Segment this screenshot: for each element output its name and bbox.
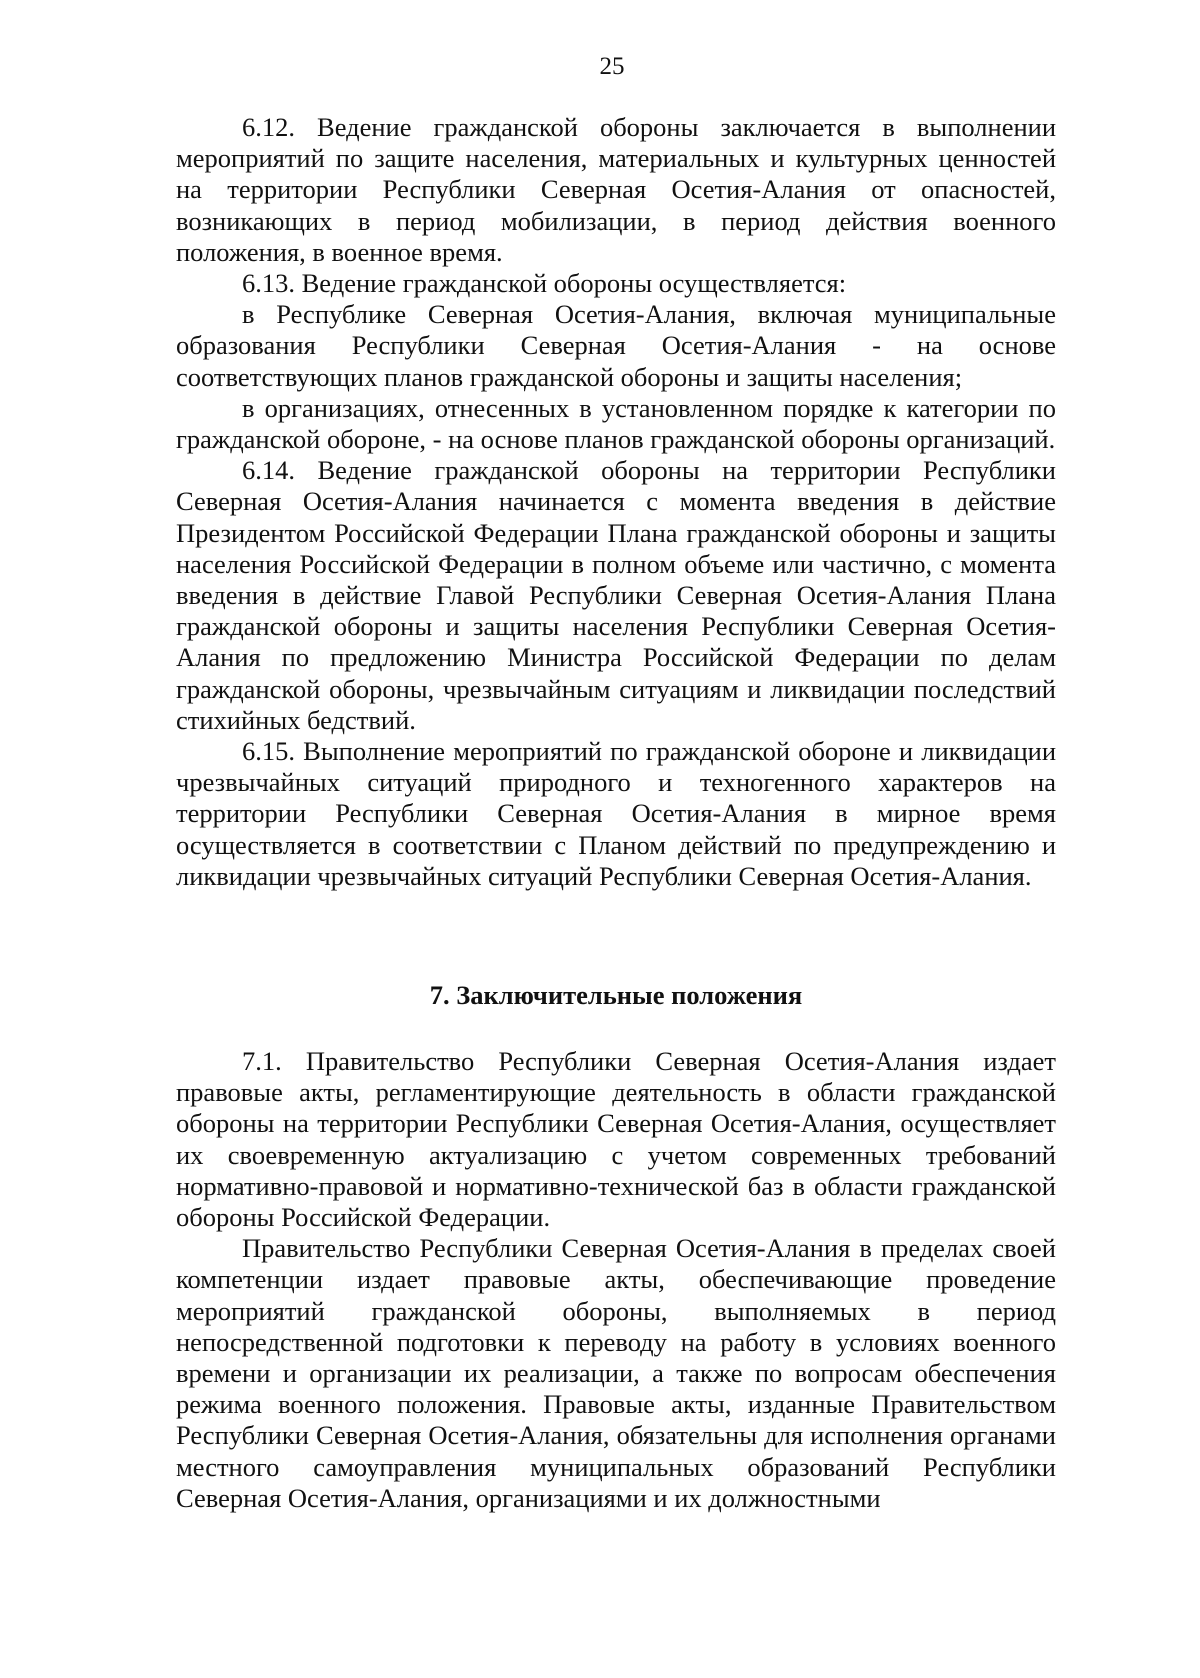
section-6-text (176, 112, 1056, 892)
page-number: 25 (599, 53, 625, 80)
paragraph-6-13-organizations: в организациях, отнесенных в установленном порядке к категории по гражданской обороне, - на основе планов гражданской обороны организаций. (176, 392, 1056, 455)
paragraph-6-15: 6.15. Выполнение мероприятий по гражданской обороне и ликвидации чрезвычайных ситуаций природного и техногенного характеров на территории Республики Северная Осетия-Алания в мирное время осуществляется в соответствии с Планом действий по предупреждению и ликвидации чрезвычайных ситуаций Республики Северная Осетия-Алания. (176, 736, 1056, 891)
paragraph-6-13: 6.13. Ведение гражданской обороны осуществляется: (242, 268, 847, 299)
section-7-text (176, 1046, 1056, 1514)
paragraph-7-1: 7.1. Правительство Республики Северная Осетия-Алания издает правовые акты, регламентирующие деятельность в области гражданской обороны на территории Республики Северная Осетия-Алания, осуществляет их своевременную актуализацию с учетом современных требований нормативно-правовой и нормативно-технической баз в области гражданской обороны Российской Федерации. (176, 1046, 1056, 1233)
paragraph-7-1-government: Правительство Республики Северная Осетия-Алания в пределах своей компетенции издает правовые акты, обеспечивающие проведение мероприятий гражданской обороны, выполняемых в период непосредственной подготовки к переводу на работу в условиях военного времени и организации их реализации, а также по вопросам обеспечения режима военного положения. Правовые акты, изданные Правительством Республики Северная Осетия-Алания, обязательны для исполнения органами местного самоуправления муниципальных образований Республики Северная Осетия-Алания, организациями и их должностными (176, 1233, 1056, 1513)
paragraph-6-14: 6.14. Ведение гражданской обороны на территории Республики Северная Осетия-Алания начинается с момента введения в действие Президентом Российской Федерации Плана гражданской обороны и защиты населения Российской Федерации в полном объеме или частично, с момента введения в действие Главой Республики Северная Осетия-Алания Плана гражданской обороны и защиты населения Республики Северная Осетия-Алания по предложению Министра Российской Федерации по делам гражданской обороны, чрезвычайным ситуациям и ликвидации последствий стихийных бедствий. (176, 455, 1056, 735)
section-7-heading: 7. Заключительные положения (429, 980, 803, 1010)
paragraph-6-12: 6.12. Ведение гражданской обороны заключается в выполнении мероприятий по защите населения, материальных и культурных ценностей на территории Республики Северная Осетия-Алания от опасностей, возникающих в период мобилизации, в период действия военного положения, в военное время. (176, 112, 1056, 267)
paragraph-6-13-republic: в Республике Северная Осетия-Алания, включая муниципальные образования Республики Северная Осетия-Алания - на основе соответствующих планов гражданской обороны и защиты населения; (176, 299, 1056, 392)
